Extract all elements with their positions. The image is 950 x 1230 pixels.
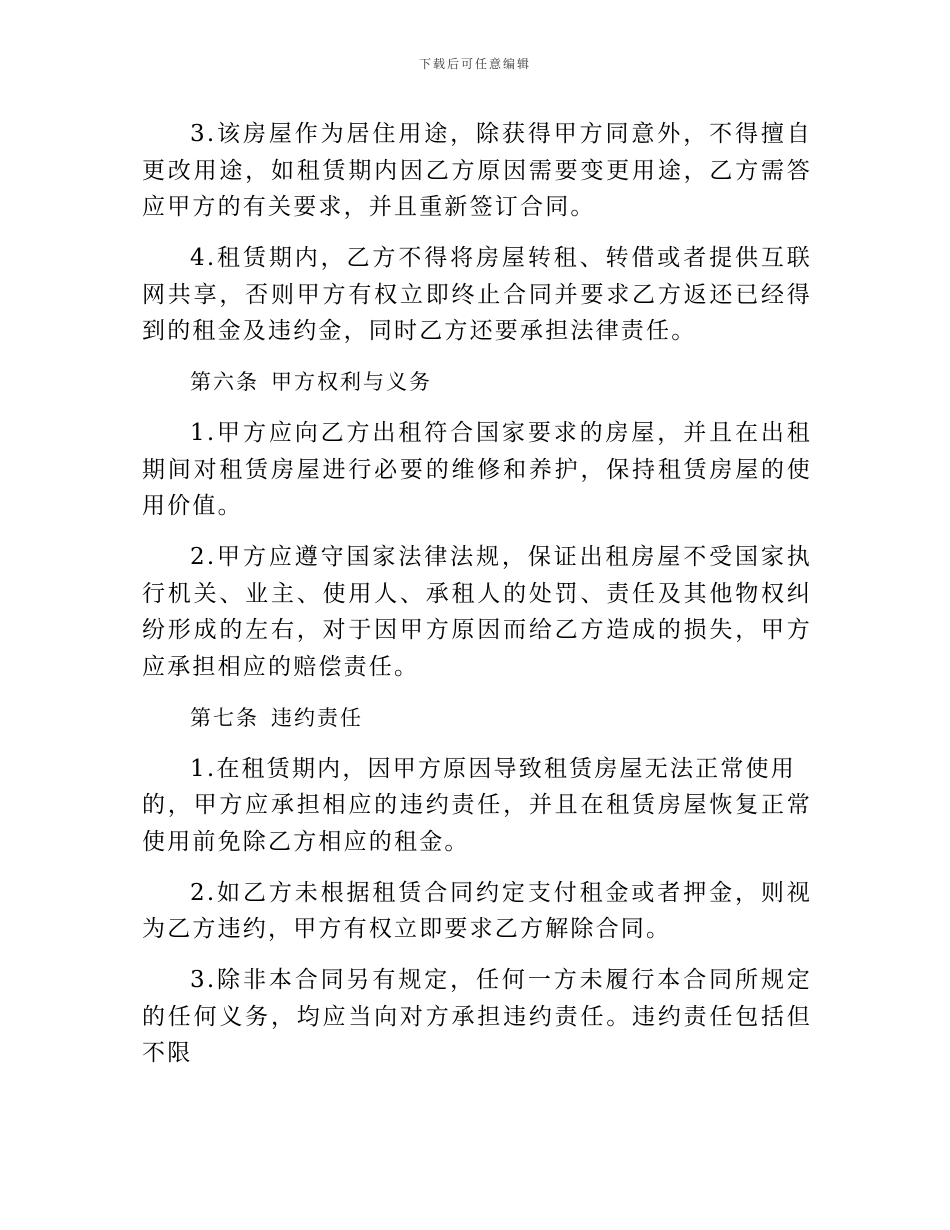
clause-paragraph: 3.除非本合同另有规定，任何一方未履行本合同所规定的任何义务，均应当向对方承担违约责任。违约责任包括但不限	[142, 967, 812, 1066]
article-heading	[142, 364, 812, 401]
clause-paragraph	[142, 751, 812, 861]
article-title: 违约责任	[271, 705, 363, 730]
clause-paragraph: 3.该房屋作为居住用途，除获得甲方同意外，不得擅自更改用途，如租赁期内因乙方原因需要变更用途，乙方需答应甲方的有关要求，并且重新签订合同。	[142, 121, 812, 220]
article-title: 甲方权利与义务	[271, 370, 432, 394]
clause-paragraph: 2.如乙方未根据租赁合同约定支付租金或者押金，则视为乙方违约，甲方有权立即要求乙方解除合同。	[142, 879, 812, 942]
clause-paragraph: 4.租赁期内，乙方不得将房屋转租、转借或者提供互联网共享，否则甲方有权立即终止合同并要求乙方返还已经得到的租金及违约金，同时乙方还要承担法律责任。	[142, 245, 812, 344]
article-heading	[142, 700, 812, 737]
page-header: 下载后可任意编辑	[418, 57, 531, 71]
article-number: 第六条	[190, 370, 259, 394]
clause-continuation: 的，甲方应承担相应的违约责任，并且在租赁房屋恢复正常使用前免除乙方相应的租金。	[142, 792, 812, 855]
clause-paragraph: 1.甲方应向乙方出租符合国家要求的房屋，并且在出租期间对租赁房屋进行必要的维修和养护，保持租赁房屋的使用价值。	[142, 420, 812, 519]
clause-paragraph: 2.甲方应遵守国家法律法规，保证出租房屋不受国家执行机关、业主、使用人、承租人的处罚、责任及其他物权纠纷形成的左右，对于因甲方原因而给乙方造成的损失，甲方应承担相应的赔偿责任。	[142, 544, 812, 680]
clause-first-line: 1.在租赁期内，因甲方原因导致租赁房屋无法正常使用	[190, 755, 796, 782]
document-body	[142, 116, 812, 1086]
article-number: 第七条	[190, 705, 259, 730]
